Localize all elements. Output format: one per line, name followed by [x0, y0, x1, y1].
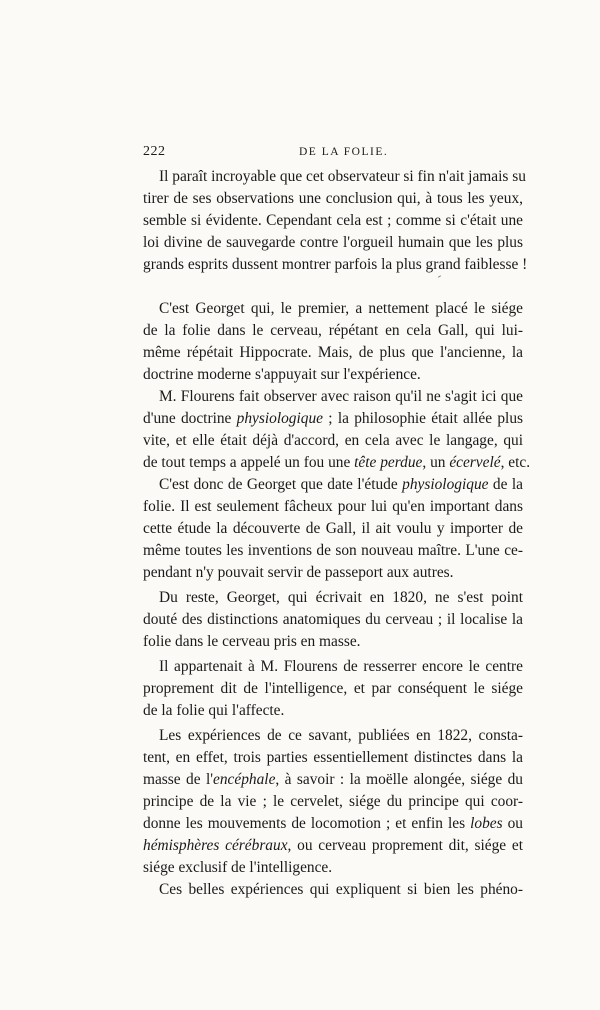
text-line: folie. Il est seulement fâcheux pour lui qu'en important dans [143, 498, 523, 515]
text-line: masse de l'encéphale, à savoir : la moëlle alongée, siége du [143, 771, 523, 788]
text-line: folie dans le cerveau pris en masse. [143, 633, 361, 650]
text-line: M. Flourens fait observer avec raison qu'il ne s'agit ici que [159, 388, 523, 405]
text-line: principe de la vie ; le cervelet, siége du principe qui coor- [143, 793, 523, 810]
text-line: semble si évidente. Cependant cela est ; comme si c'était une [143, 212, 523, 229]
text-line: Les expériences de ce savant, publiées en 1822, consta- [159, 727, 523, 744]
text-line: tent, en effet, trois parties essentiellement distinctes dans la [143, 749, 523, 766]
text-line: hémisphères cérébraux, ou cerveau proprement dit, siége et [143, 837, 523, 854]
text-line: loi divine de sauvegarde contre l'orgueil humain que les plus [143, 234, 523, 251]
text-line: même toutes les inventions de son nouveau maître. L'une ce- [143, 542, 523, 559]
text-line: donne les mouvements de locomotion ; et enfin les lobes ou [143, 815, 523, 832]
text-line: pendant n'y pouvait servir de passeport aux autres. [143, 564, 454, 581]
text-line: douté des distinctions anatomiques du cerveau ; il localise la [143, 611, 523, 628]
text-line: Il appartenait à M. Flourens de resserrer encore le centre [159, 658, 523, 675]
text-line: cette étude la découverte de Gall, il ait voulu y importer de [143, 520, 523, 537]
page-number: 222 [143, 144, 166, 159]
text-line: de la folie qui l'affecte. [143, 702, 285, 719]
text-line: tirer de ses observations une conclusion qui, à tous les yeux, [143, 190, 523, 207]
text-line: C'est Georget qui, le premier, a nettement placé le siége [159, 300, 523, 317]
text-line: de la folie dans le cerveau, répétant en cela Gall, qui lui- [143, 322, 523, 339]
text-line: Ces belles expériences qui expliquent si bien les phéno- [159, 881, 523, 898]
text-line: de tout temps a appelé un fou une tête perdue, un écervelé, etc. [143, 454, 531, 471]
text-line: Il paraît incroyable que cet observateur si fin n'ait jamais su [159, 168, 526, 185]
running-title: DE LA FOLIE. [299, 146, 389, 158]
text-line: siége exclusif de l'intelligence. [143, 859, 333, 876]
text-line: C'est donc de Georget que date l'étude physiologique de la [159, 476, 523, 493]
text-line: proprement dit de l'intelligence, et par conséquent le siége [143, 680, 523, 697]
text-line: vite, et elle était déjà d'accord, en cela avec le langage, qui [143, 432, 523, 449]
body-text [143, 166, 531, 901]
text-line: d'une doctrine physiologique ; la philosophie était allée plus [143, 410, 524, 427]
page-header [143, 144, 523, 166]
text-line: doctrine moderne s'appuyait sur l'expérience. [143, 366, 421, 383]
text-line: Du reste, Georget, qui écrivait en 1820, ne s'est point [159, 589, 523, 606]
text-line: même répétait Hippocrate. Mais, de plus que l'ancienne, la [143, 344, 523, 361]
text-line: grands esprits dussent montrer parfois la plus grand faiblesse ! [143, 256, 528, 273]
